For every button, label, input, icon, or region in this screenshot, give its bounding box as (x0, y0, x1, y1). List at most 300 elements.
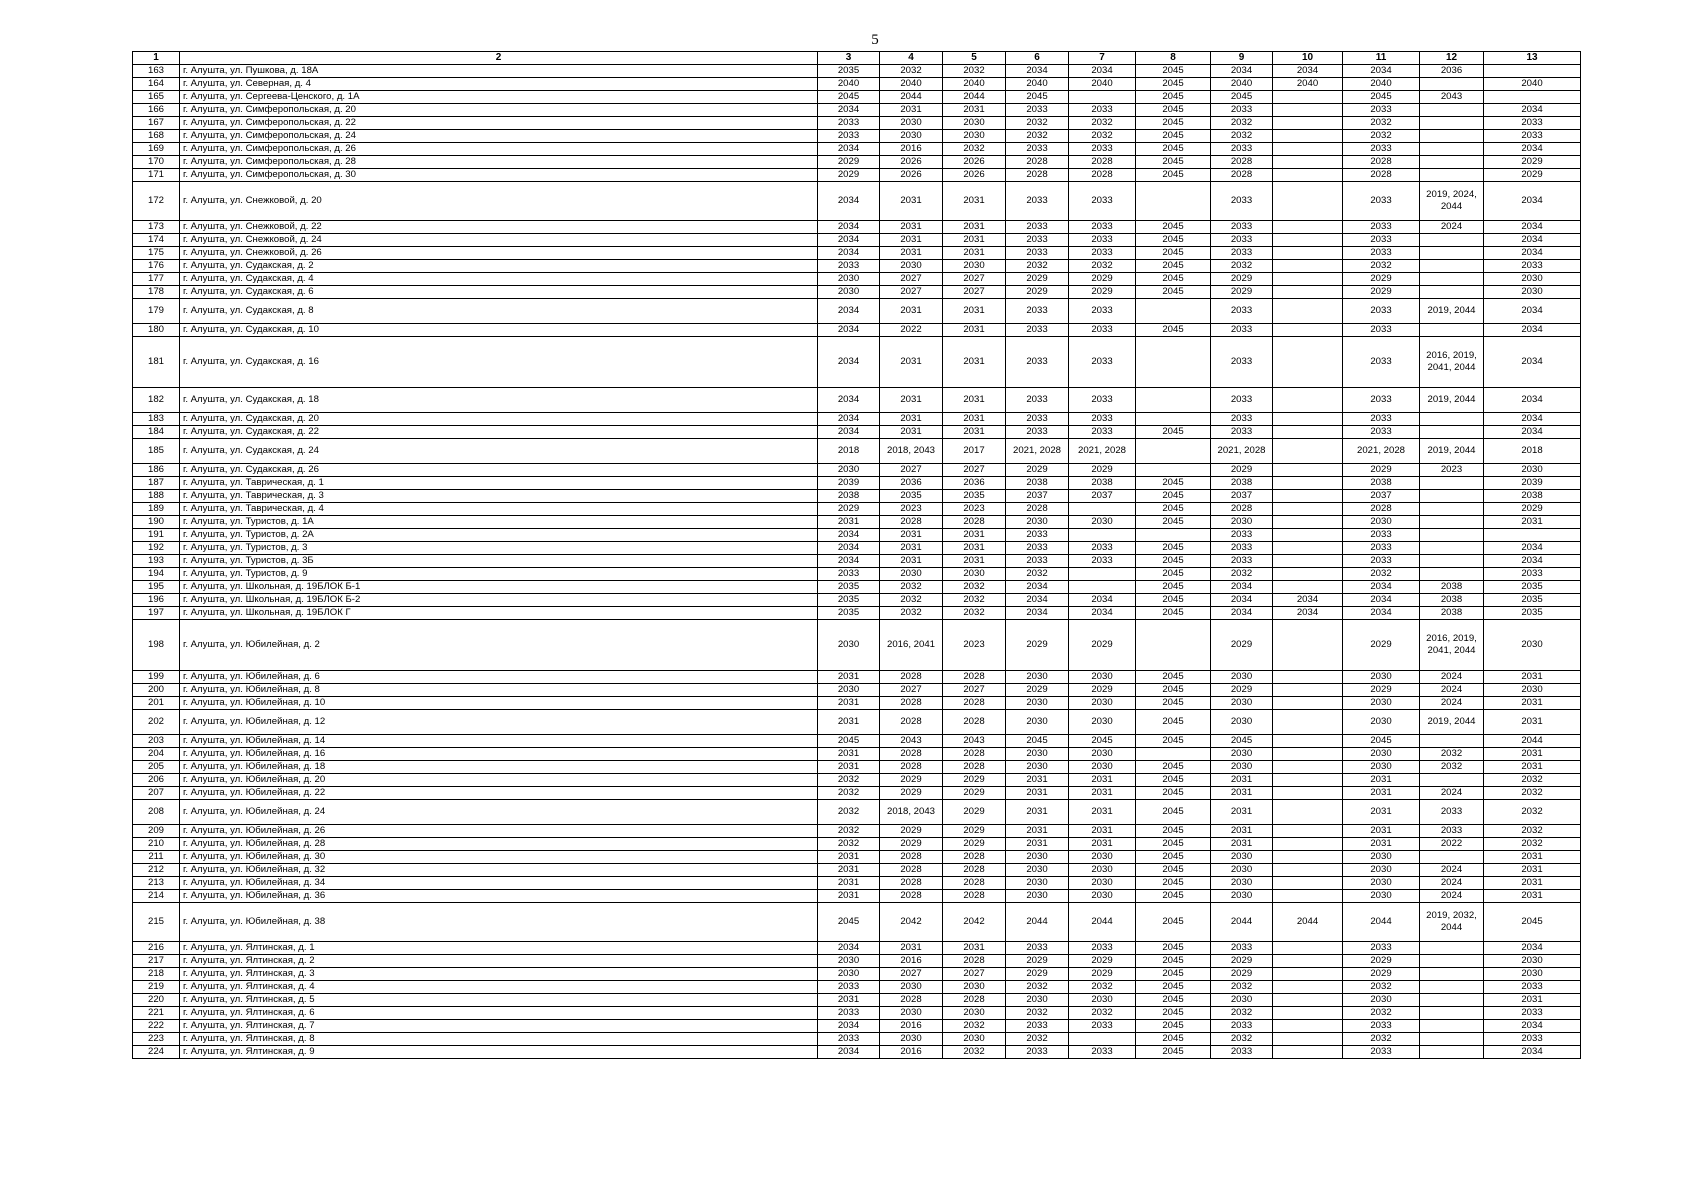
address-cell: г. Алушта, ул. Северная, д. 4 (180, 77, 818, 90)
year-cell-col-3: 2030 (818, 619, 880, 670)
year-cell-col-9: 2030 (1211, 760, 1273, 773)
year-cell-col-4: 2030 (880, 1006, 943, 1019)
year-cell-col-5: 2029 (943, 799, 1006, 824)
address-cell: г. Алушта, ул. Юбилейная, д. 28 (180, 837, 818, 850)
year-cell-col-4: 2028 (880, 876, 943, 889)
year-cell-col-8: 2045 (1136, 734, 1211, 747)
year-cell-col-7: 2029 (1069, 967, 1136, 980)
year-cell-col-7: 2030 (1069, 696, 1136, 709)
year-cell-col-11: 2028 (1343, 502, 1420, 515)
year-cell-col-9: 2034 (1211, 580, 1273, 593)
address-cell: г. Алушта, ул. Юбилейная, д. 24 (180, 799, 818, 824)
year-cell-col-4: 2030 (880, 259, 943, 272)
year-cell-col-10 (1273, 876, 1343, 889)
year-cell-col-11: 2029 (1343, 967, 1420, 980)
year-cell-col-3: 2039 (818, 476, 880, 489)
year-cell-col-3: 2029 (818, 168, 880, 181)
table-row (133, 246, 1581, 259)
year-cell-col-5: 2031 (943, 554, 1006, 567)
year-cell-col-12: 2024 (1420, 683, 1484, 696)
year-cell-col-5: 2027 (943, 967, 1006, 980)
address-cell: г. Алушта, ул. Ялтинская, д. 5 (180, 993, 818, 1006)
row-number: 181 (133, 336, 180, 387)
year-cell-col-3: 2034 (818, 181, 880, 220)
year-cell-col-10 (1273, 1045, 1343, 1058)
year-cell-col-10 (1273, 837, 1343, 850)
year-cell-col-5: 2031 (943, 387, 1006, 412)
address-cell: г. Алушта, ул. Ялтинская, д. 1 (180, 941, 818, 954)
year-cell-col-13: 2034 (1484, 142, 1581, 155)
year-cell-col-11: 2033 (1343, 233, 1420, 246)
year-cell-col-12 (1420, 272, 1484, 285)
year-cell-col-7 (1069, 580, 1136, 593)
year-cell-col-6: 2029 (1006, 272, 1069, 285)
column-header-10: 10 (1273, 52, 1343, 65)
year-cell-col-6: 2033 (1006, 541, 1069, 554)
table-row (133, 1006, 1581, 1019)
year-cell-col-6: 2033 (1006, 336, 1069, 387)
table-row (133, 824, 1581, 837)
year-cell-col-3: 2034 (818, 336, 880, 387)
year-cell-col-5: 2028 (943, 850, 1006, 863)
year-cell-col-7: 2034 (1069, 593, 1136, 606)
table-row (133, 259, 1581, 272)
year-cell-col-13: 2030 (1484, 619, 1581, 670)
year-cell-col-12 (1420, 967, 1484, 980)
year-cell-col-3: 2031 (818, 670, 880, 683)
address-cell: г. Алушта, ул. Юбилейная, д. 10 (180, 696, 818, 709)
year-cell-col-4: 2044 (880, 90, 943, 103)
address-cell: г. Алушта, ул. Снежковой, д. 22 (180, 220, 818, 233)
year-cell-col-6: 2029 (1006, 954, 1069, 967)
year-cell-col-13: 2034 (1484, 541, 1581, 554)
year-cell-col-10 (1273, 272, 1343, 285)
year-cell-col-10 (1273, 580, 1343, 593)
year-cell-col-9: 2033 (1211, 1019, 1273, 1032)
address-cell: г. Алушта, ул. Юбилейная, д. 26 (180, 824, 818, 837)
year-cell-col-6: 2029 (1006, 967, 1069, 980)
year-cell-col-8: 2045 (1136, 502, 1211, 515)
year-cell-col-6: 2030 (1006, 747, 1069, 760)
year-cell-col-9: 2028 (1211, 502, 1273, 515)
year-cell-col-13: 2018 (1484, 438, 1581, 463)
year-cell-col-10 (1273, 824, 1343, 837)
year-cell-col-12: 2038 (1420, 606, 1484, 619)
year-cell-col-3: 2045 (818, 90, 880, 103)
address-cell: г. Алушта, ул. Ялтинская, д. 2 (180, 954, 818, 967)
year-cell-col-5: 2026 (943, 155, 1006, 168)
table-row (133, 476, 1581, 489)
year-cell-col-3: 2029 (818, 502, 880, 515)
year-cell-col-13: 2033 (1484, 1032, 1581, 1045)
year-cell-col-12: 2023 (1420, 463, 1484, 476)
year-cell-col-6: 2033 (1006, 425, 1069, 438)
year-cell-col-3: 2034 (818, 103, 880, 116)
year-cell-col-7: 2031 (1069, 799, 1136, 824)
year-cell-col-7: 2031 (1069, 786, 1136, 799)
year-cell-col-12 (1420, 554, 1484, 567)
year-cell-col-10 (1273, 760, 1343, 773)
year-cell-col-4: 2028 (880, 696, 943, 709)
year-cell-col-9: 2030 (1211, 709, 1273, 734)
year-cell-col-8: 2045 (1136, 116, 1211, 129)
housing-register-table (132, 51, 1581, 1059)
year-cell-col-7: 2033 (1069, 323, 1136, 336)
year-cell-col-7: 2029 (1069, 954, 1136, 967)
year-cell-col-11: 2032 (1343, 129, 1420, 142)
year-cell-col-6: 2031 (1006, 837, 1069, 850)
year-cell-col-7: 2034 (1069, 64, 1136, 77)
year-cell-col-3: 2034 (818, 1045, 880, 1058)
year-cell-col-13 (1484, 528, 1581, 541)
year-cell-col-8: 2045 (1136, 541, 1211, 554)
row-number: 176 (133, 259, 180, 272)
row-number: 175 (133, 246, 180, 259)
table-row (133, 683, 1581, 696)
year-cell-col-13: 2030 (1484, 272, 1581, 285)
year-cell-col-12 (1420, 116, 1484, 129)
year-cell-col-8: 2045 (1136, 606, 1211, 619)
year-cell-col-3: 2031 (818, 515, 880, 528)
column-header-11: 11 (1343, 52, 1420, 65)
year-cell-col-12 (1420, 425, 1484, 438)
year-cell-col-10 (1273, 168, 1343, 181)
table-row (133, 786, 1581, 799)
year-cell-col-4: 2042 (880, 902, 943, 941)
year-cell-col-7: 2040 (1069, 77, 1136, 90)
year-cell-col-7: 2021, 2028 (1069, 438, 1136, 463)
table-row (133, 747, 1581, 760)
address-cell: г. Алушта, ул. Ялтинская, д. 9 (180, 1045, 818, 1058)
year-cell-col-7: 2032 (1069, 116, 1136, 129)
year-cell-col-12: 2024 (1420, 786, 1484, 799)
year-cell-col-5: 2028 (943, 747, 1006, 760)
year-cell-col-7 (1069, 1032, 1136, 1045)
year-cell-col-4: 2027 (880, 272, 943, 285)
row-number: 215 (133, 902, 180, 941)
year-cell-col-10 (1273, 220, 1343, 233)
year-cell-col-9: 2045 (1211, 90, 1273, 103)
address-cell: г. Алушта, ул. Туристов, д. 1А (180, 515, 818, 528)
year-cell-col-3: 2029 (818, 155, 880, 168)
row-number: 185 (133, 438, 180, 463)
year-cell-col-8: 2045 (1136, 1045, 1211, 1058)
year-cell-col-13: 2029 (1484, 502, 1581, 515)
year-cell-col-4: 2031 (880, 181, 943, 220)
year-cell-col-5: 2031 (943, 323, 1006, 336)
year-cell-col-13: 2029 (1484, 155, 1581, 168)
year-cell-col-13: 2031 (1484, 747, 1581, 760)
year-cell-col-11: 2021, 2028 (1343, 438, 1420, 463)
table-row (133, 967, 1581, 980)
column-header-13: 13 (1484, 52, 1581, 65)
year-cell-col-12: 2024 (1420, 220, 1484, 233)
address-cell: г. Алушта, ул. Юбилейная, д. 20 (180, 773, 818, 786)
year-cell-col-8: 2045 (1136, 77, 1211, 90)
year-cell-col-4: 2031 (880, 941, 943, 954)
year-cell-col-11: 2045 (1343, 90, 1420, 103)
year-cell-col-11: 2032 (1343, 1006, 1420, 1019)
address-cell: г. Алушта, ул. Туристов, д. 2А (180, 528, 818, 541)
year-cell-col-5: 2026 (943, 168, 1006, 181)
year-cell-col-7: 2045 (1069, 734, 1136, 747)
column-header-3: 3 (818, 52, 880, 65)
year-cell-col-13: 2031 (1484, 863, 1581, 876)
year-cell-col-3: 2034 (818, 220, 880, 233)
year-cell-col-5: 2032 (943, 580, 1006, 593)
row-number: 221 (133, 1006, 180, 1019)
year-cell-col-8: 2045 (1136, 954, 1211, 967)
year-cell-col-5: 2032 (943, 593, 1006, 606)
year-cell-col-11: 2030 (1343, 670, 1420, 683)
row-number: 165 (133, 90, 180, 103)
year-cell-col-3: 2030 (818, 272, 880, 285)
year-cell-col-6: 2030 (1006, 889, 1069, 902)
year-cell-col-5: 2028 (943, 515, 1006, 528)
year-cell-col-4: 2028 (880, 709, 943, 734)
year-cell-col-7: 2030 (1069, 863, 1136, 876)
year-cell-col-11: 2030 (1343, 863, 1420, 876)
year-cell-col-5: 2028 (943, 760, 1006, 773)
year-cell-col-3: 2034 (818, 528, 880, 541)
year-cell-col-11: 2045 (1343, 734, 1420, 747)
address-cell: г. Алушта, ул. Юбилейная, д. 6 (180, 670, 818, 683)
year-cell-col-11: 2029 (1343, 272, 1420, 285)
year-cell-col-7: 2033 (1069, 142, 1136, 155)
address-cell: г. Алушта, ул. Ялтинская, д. 4 (180, 980, 818, 993)
year-cell-col-13: 2031 (1484, 889, 1581, 902)
table-row (133, 773, 1581, 786)
year-cell-col-12 (1420, 980, 1484, 993)
year-cell-col-13: 2030 (1484, 285, 1581, 298)
year-cell-col-7: 2044 (1069, 902, 1136, 941)
year-cell-col-11: 2029 (1343, 285, 1420, 298)
year-cell-col-7: 2030 (1069, 876, 1136, 889)
year-cell-col-12 (1420, 502, 1484, 515)
year-cell-col-11: 2029 (1343, 463, 1420, 476)
year-cell-col-4: 2030 (880, 567, 943, 580)
table-row (133, 734, 1581, 747)
year-cell-col-3: 2031 (818, 696, 880, 709)
year-cell-col-11: 2033 (1343, 246, 1420, 259)
year-cell-col-9: 2031 (1211, 824, 1273, 837)
year-cell-col-8: 2045 (1136, 683, 1211, 696)
year-cell-col-10 (1273, 142, 1343, 155)
table-row (133, 567, 1581, 580)
year-cell-col-4: 2028 (880, 863, 943, 876)
year-cell-col-12 (1420, 850, 1484, 863)
table-row (133, 1019, 1581, 1032)
year-cell-col-5: 2028 (943, 709, 1006, 734)
year-cell-col-7: 2033 (1069, 298, 1136, 323)
year-cell-col-6: 2033 (1006, 554, 1069, 567)
year-cell-col-5: 2030 (943, 259, 1006, 272)
year-cell-col-11: 2031 (1343, 824, 1420, 837)
year-cell-col-7: 2033 (1069, 387, 1136, 412)
address-cell: г. Алушта, ул. Ялтинская, д. 3 (180, 967, 818, 980)
year-cell-col-9: 2033 (1211, 103, 1273, 116)
year-cell-col-5: 2031 (943, 233, 1006, 246)
table-header (133, 52, 1581, 65)
address-cell: г. Алушта, ул. Ялтинская, д. 6 (180, 1006, 818, 1019)
year-cell-col-6: 2030 (1006, 515, 1069, 528)
year-cell-col-10 (1273, 786, 1343, 799)
year-cell-col-10: 2044 (1273, 902, 1343, 941)
year-cell-col-11: 2033 (1343, 1045, 1420, 1058)
year-cell-col-7: 2030 (1069, 747, 1136, 760)
year-cell-col-9: 2031 (1211, 773, 1273, 786)
year-cell-col-10 (1273, 285, 1343, 298)
row-number: 169 (133, 142, 180, 155)
address-cell: г. Алушта, ул. Таврическая, д. 4 (180, 502, 818, 515)
year-cell-col-6: 2033 (1006, 220, 1069, 233)
row-number: 180 (133, 323, 180, 336)
year-cell-col-9: 2030 (1211, 863, 1273, 876)
table-row (133, 272, 1581, 285)
year-cell-col-9: 2030 (1211, 876, 1273, 889)
year-cell-col-4: 2028 (880, 889, 943, 902)
year-cell-col-7: 2033 (1069, 103, 1136, 116)
address-cell: г. Алушта, ул. Юбилейная, д. 12 (180, 709, 818, 734)
address-cell: г. Алушта, ул. Судакская, д. 26 (180, 463, 818, 476)
year-cell-col-7: 2030 (1069, 889, 1136, 902)
table-row (133, 463, 1581, 476)
year-cell-col-5: 2030 (943, 116, 1006, 129)
table-row (133, 387, 1581, 412)
year-cell-col-3: 2031 (818, 747, 880, 760)
year-cell-col-12 (1420, 941, 1484, 954)
year-cell-col-9: 2032 (1211, 129, 1273, 142)
row-number: 223 (133, 1032, 180, 1045)
year-cell-col-8: 2045 (1136, 902, 1211, 941)
year-cell-col-4: 2018, 2043 (880, 438, 943, 463)
year-cell-col-6: 2033 (1006, 181, 1069, 220)
year-cell-col-12 (1420, 1032, 1484, 1045)
row-number: 189 (133, 502, 180, 515)
year-cell-col-9: 2033 (1211, 246, 1273, 259)
year-cell-col-13: 2034 (1484, 554, 1581, 567)
year-cell-col-5: 2028 (943, 993, 1006, 1006)
year-cell-col-10 (1273, 476, 1343, 489)
year-cell-col-8: 2045 (1136, 1032, 1211, 1045)
year-cell-col-3: 2038 (818, 489, 880, 502)
year-cell-col-12 (1420, 259, 1484, 272)
year-cell-col-12: 2016, 2019, 2041, 2044 (1420, 619, 1484, 670)
year-cell-col-5: 2023 (943, 502, 1006, 515)
year-cell-col-6: 2033 (1006, 246, 1069, 259)
table-row (133, 129, 1581, 142)
table-row (133, 77, 1581, 90)
column-header-6: 6 (1006, 52, 1069, 65)
year-cell-col-4: 2032 (880, 580, 943, 593)
column-header-5: 5 (943, 52, 1006, 65)
year-cell-col-3: 2031 (818, 709, 880, 734)
year-cell-col-12: 2019, 2044 (1420, 438, 1484, 463)
year-cell-col-13: 2034 (1484, 1045, 1581, 1058)
year-cell-col-5: 2031 (943, 220, 1006, 233)
year-cell-col-9: 2033 (1211, 336, 1273, 387)
year-cell-col-6: 2028 (1006, 155, 1069, 168)
year-cell-col-10 (1273, 941, 1343, 954)
year-cell-col-8: 2045 (1136, 941, 1211, 954)
year-cell-col-9: 2029 (1211, 285, 1273, 298)
year-cell-col-12: 2043 (1420, 90, 1484, 103)
year-cell-col-13: 2032 (1484, 799, 1581, 824)
year-cell-col-9: 2030 (1211, 515, 1273, 528)
year-cell-col-12 (1420, 734, 1484, 747)
column-header-9: 9 (1211, 52, 1273, 65)
year-cell-col-11: 2034 (1343, 580, 1420, 593)
table-row (133, 233, 1581, 246)
year-cell-col-5: 2031 (943, 181, 1006, 220)
year-cell-col-7: 2033 (1069, 412, 1136, 425)
year-cell-col-3: 2033 (818, 980, 880, 993)
address-cell: г. Алушта, ул. Снежковой, д. 20 (180, 181, 818, 220)
year-cell-col-3: 2034 (818, 323, 880, 336)
year-cell-col-7: 2033 (1069, 425, 1136, 438)
year-cell-col-12: 2024 (1420, 876, 1484, 889)
year-cell-col-11: 2033 (1343, 336, 1420, 387)
table-row (133, 438, 1581, 463)
year-cell-col-9: 2021, 2028 (1211, 438, 1273, 463)
year-cell-col-11: 2044 (1343, 902, 1420, 941)
year-cell-col-4: 2031 (880, 233, 943, 246)
year-cell-col-9: 2031 (1211, 786, 1273, 799)
address-cell: г. Алушта, ул. Судакская, д. 24 (180, 438, 818, 463)
row-number: 179 (133, 298, 180, 323)
year-cell-col-10 (1273, 747, 1343, 760)
table-row (133, 980, 1581, 993)
year-cell-col-6: 2030 (1006, 850, 1069, 863)
year-cell-col-6: 2032 (1006, 116, 1069, 129)
year-cell-col-11: 2038 (1343, 476, 1420, 489)
year-cell-col-5: 2029 (943, 824, 1006, 837)
row-number: 197 (133, 606, 180, 619)
year-cell-col-6: 2033 (1006, 941, 1069, 954)
year-cell-col-5: 2030 (943, 567, 1006, 580)
year-cell-col-9: 2044 (1211, 902, 1273, 941)
year-cell-col-6: 2033 (1006, 1045, 1069, 1058)
year-cell-col-4: 2031 (880, 425, 943, 438)
year-cell-col-9: 2033 (1211, 181, 1273, 220)
year-cell-col-5: 2028 (943, 863, 1006, 876)
row-number: 207 (133, 786, 180, 799)
year-cell-col-13: 2031 (1484, 670, 1581, 683)
table-row (133, 1045, 1581, 1058)
year-cell-col-8: 2045 (1136, 554, 1211, 567)
year-cell-col-13: 2044 (1484, 734, 1581, 747)
year-cell-col-3: 2031 (818, 876, 880, 889)
year-cell-col-12: 2038 (1420, 580, 1484, 593)
year-cell-col-4: 2031 (880, 298, 943, 323)
address-cell: г. Алушта, ул. Юбилейная, д. 8 (180, 683, 818, 696)
year-cell-col-6: 2034 (1006, 580, 1069, 593)
year-cell-col-9: 2030 (1211, 670, 1273, 683)
year-cell-col-7: 2030 (1069, 760, 1136, 773)
year-cell-col-12: 2019, 2044 (1420, 298, 1484, 323)
year-cell-col-5: 2028 (943, 876, 1006, 889)
year-cell-col-7: 2033 (1069, 220, 1136, 233)
address-cell: г. Алушта, ул. Таврическая, д. 3 (180, 489, 818, 502)
year-cell-col-7: 2031 (1069, 824, 1136, 837)
year-cell-col-6: 2032 (1006, 980, 1069, 993)
year-cell-col-8: 2045 (1136, 593, 1211, 606)
row-number: 196 (133, 593, 180, 606)
year-cell-col-8 (1136, 181, 1211, 220)
address-cell: г. Алушта, ул. Судакская, д. 22 (180, 425, 818, 438)
year-cell-col-5: 2032 (943, 606, 1006, 619)
year-cell-col-13: 2034 (1484, 298, 1581, 323)
